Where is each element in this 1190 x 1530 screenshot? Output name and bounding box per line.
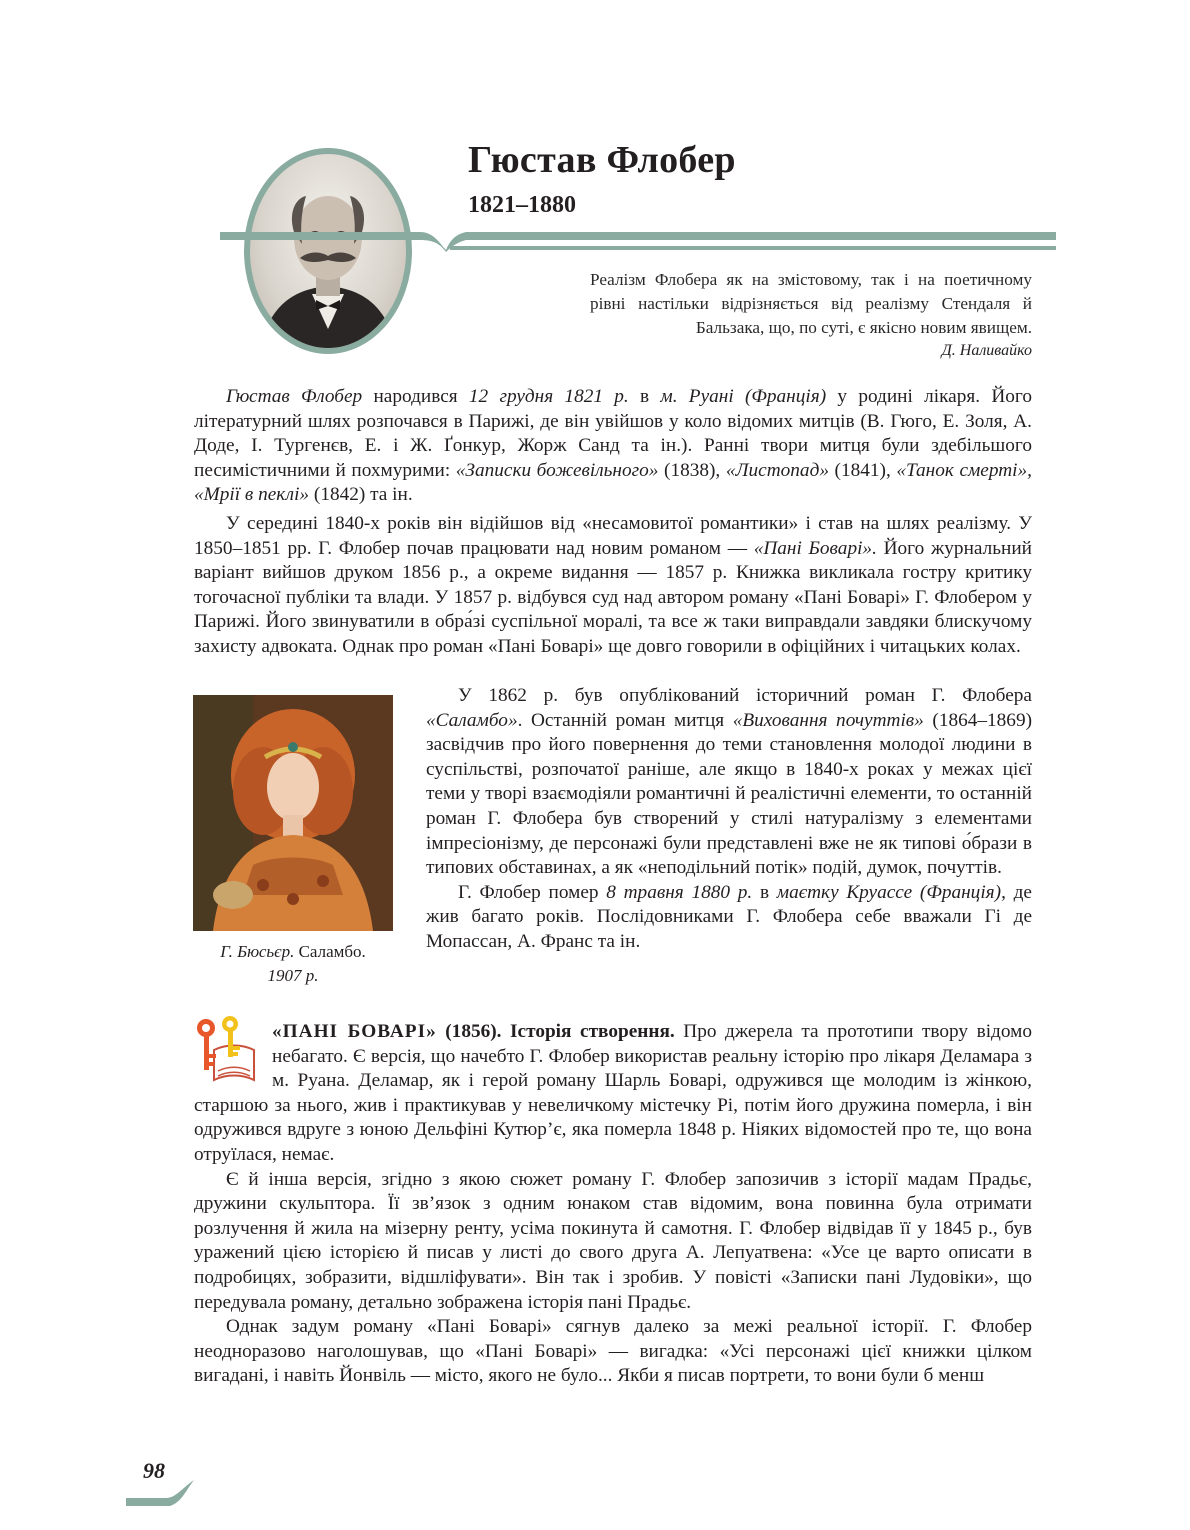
page-number: 98 [143,1458,165,1483]
salammbo-painting [193,695,393,931]
work-title: «Виховання почуттів» [732,709,924,731]
text-span: Г. Флобер помер [458,881,607,903]
death-place: маєтку Круассе (Франція) [776,881,1002,903]
right-paragraph-2 [426,881,1032,955]
text-span: У середині 1840-х років він відійшов від «несамовитої романтики» і став на шлях реалізму. У 1850–1851 рр. Г. Флобер почав працювати над новим романом — [194,513,1032,559]
death-date: 8 травня 1880 р. [606,881,753,903]
text-span: (1842) та ін. [309,484,413,506]
caption-author: Г. Бюсьєр. [220,942,295,961]
text-span: в [628,386,661,407]
footer-decorative-rule [126,1478,196,1508]
text-span: у родині лікаря. Його літературний шлях розпочався в Парижі, де він увійшов у коло відомих митців (В. Гюго, Е. Золя, А. Доде, І. Тургенєв, Е. і Ж. Ґонкур, Жорж Санд та ін.). Ранні твори митця були здебільшого песимістичними й похмурими: [194,386,1032,481]
text-span: , де жив багато років. Послідовниками Г. Флобера себе вважали Гі де Мопассан, А. Франс та ін. [426,881,1032,952]
work-title: «Танок смерті», «Мрії в пеклі» [194,459,1032,506]
caption-year: 1907 р. [267,966,319,985]
right-column-text [426,684,1032,955]
middle-paragraph-block [194,512,1032,660]
text-span: в [752,881,777,903]
text-span: (1864–1869) засвідчив про його повернення до теми становлення молодої людини в суспільстві, розпочатої раніше, але якщо в 1840-х роках у межах цієї теми у творі взаємодіяли романтичні й реалістичні елементи, то останній роман Г. Флобера був створений у стилі натуралізму з елементами імпресіонізму, де персонажі були представлені вже не як типові о́брази в типових обставинах, а як «неподільний потік» подій, думок, почуттів. [426,709,1033,879]
work-title: «Записки божевільного» [455,459,659,481]
intro-paragraph-block [194,385,1032,508]
birth-place: м. Руані (Франція) [660,386,827,407]
author-name: Гюстав Флобер [226,386,363,407]
section-heading-rest: (1856). Історія створення. [436,1021,675,1042]
epigraph-text: Реалізм Флобера як на змістовому, так і на поетичному рівні настільки відрізняється від реалізму Стендаля й Бальзака, що, по суті, є якісно новим явищем. [590,270,1032,337]
text-span: У 1862 р. був опублікований історичний роман Г. Флобера [458,685,1032,706]
text-span: Його журнальний варіант вийшов друком 1856 р., а окреме видання — 1857 р. Книжка викликала гостру критику тогочасної публіки та влади. У 1857 р. відбувся суд над автором роману «Пані Боварі» Г. Флобером у Парижі. Його звинуватили в обра́зі суспільної моралі, та все ж таки виправдали завдяки блискучому захисту адвоката. Однак про роман «Пані Боварі» ще довго говорили в офіційних і читацьких колах. [194,537,1032,657]
header-decorative-rule [220,224,1056,254]
section-madame-bovary [194,1020,1032,1389]
text-span: (1841), [828,459,897,481]
work-title: «Саламбо» [426,709,518,731]
right-paragraph-1 [426,684,1032,881]
text-span: (1838), [658,459,726,481]
painting-caption [193,940,393,988]
text-span: Про джерела та прототипи твору відомо небагато. Є версія, що начебто Г. Флобер використав реальну історію про лікаря Деламара з м. Руана. Деламар, як і герой роману Шарль Боварі, одружився ще молодим із жінкою, старшою за нього, жив і практикував у невеличкому містечку Рі, потім його дружина померла, і він одружився вдруге з юною Дельфіні Кутюр’є, яка померла 1848 р. Ніяких відомостей про те, що вона отруїлася, немає. [194,1021,1032,1165]
section-paragraph-2: Є й інша версія, згідно з якою сюжет роману Г. Флобер запозичив з історії мадам Прадьє, дружини скульптора. Її зв’язок з одним юнаком став відомим, вона повинна була отримати розлучення й жила на мізерну ренту, усіма покинута й самотня. Г. Флобер відвідав її у 1845 р., був уражений цією історією й писав у листі до свого друга А. Лепуатвена: «Усе це варто описати в подробицях, зобразити, відшліфувати». Він так і зробив. У повісті «Записки пані Лудовіки», що передувала роману, детально зображена історія пані Прадьє. [194,1168,1032,1313]
section-heading-title: «ПАНІ БОВАРІ» [272,1021,437,1042]
section-paragraph-3: Однак задум роману «Пані Боварі» сягнув далеко за межі реальної історії. Г. Флобер неодноразово наголошував, що «Пані Боварі» — вигадка: «Усі персонажі цієї книжки цілком вигадані, і навіть Йонвіль — місто, якого не було... Якби я писав портрети, то вони були б менш [194,1316,1032,1387]
painting-image [193,695,393,931]
text-span: . Останній роман митця [517,709,733,731]
birth-date: 12 грудня 1821 р. [468,386,629,407]
author-years: 1821–1880 [468,192,576,218]
work-title: «Листопад» [725,459,829,481]
intro-paragraph [194,385,1032,508]
novel-title: «Пані Боварі». [753,537,877,559]
page-title: Гюстав Флобер [468,139,736,181]
middle-paragraph [194,512,1032,660]
section-paragraph-1 [194,1020,1032,1168]
caption-title: Саламбо. [294,942,366,961]
text-span: народився [362,386,469,407]
epigraph-author: Д. Наливайко [941,342,1032,359]
